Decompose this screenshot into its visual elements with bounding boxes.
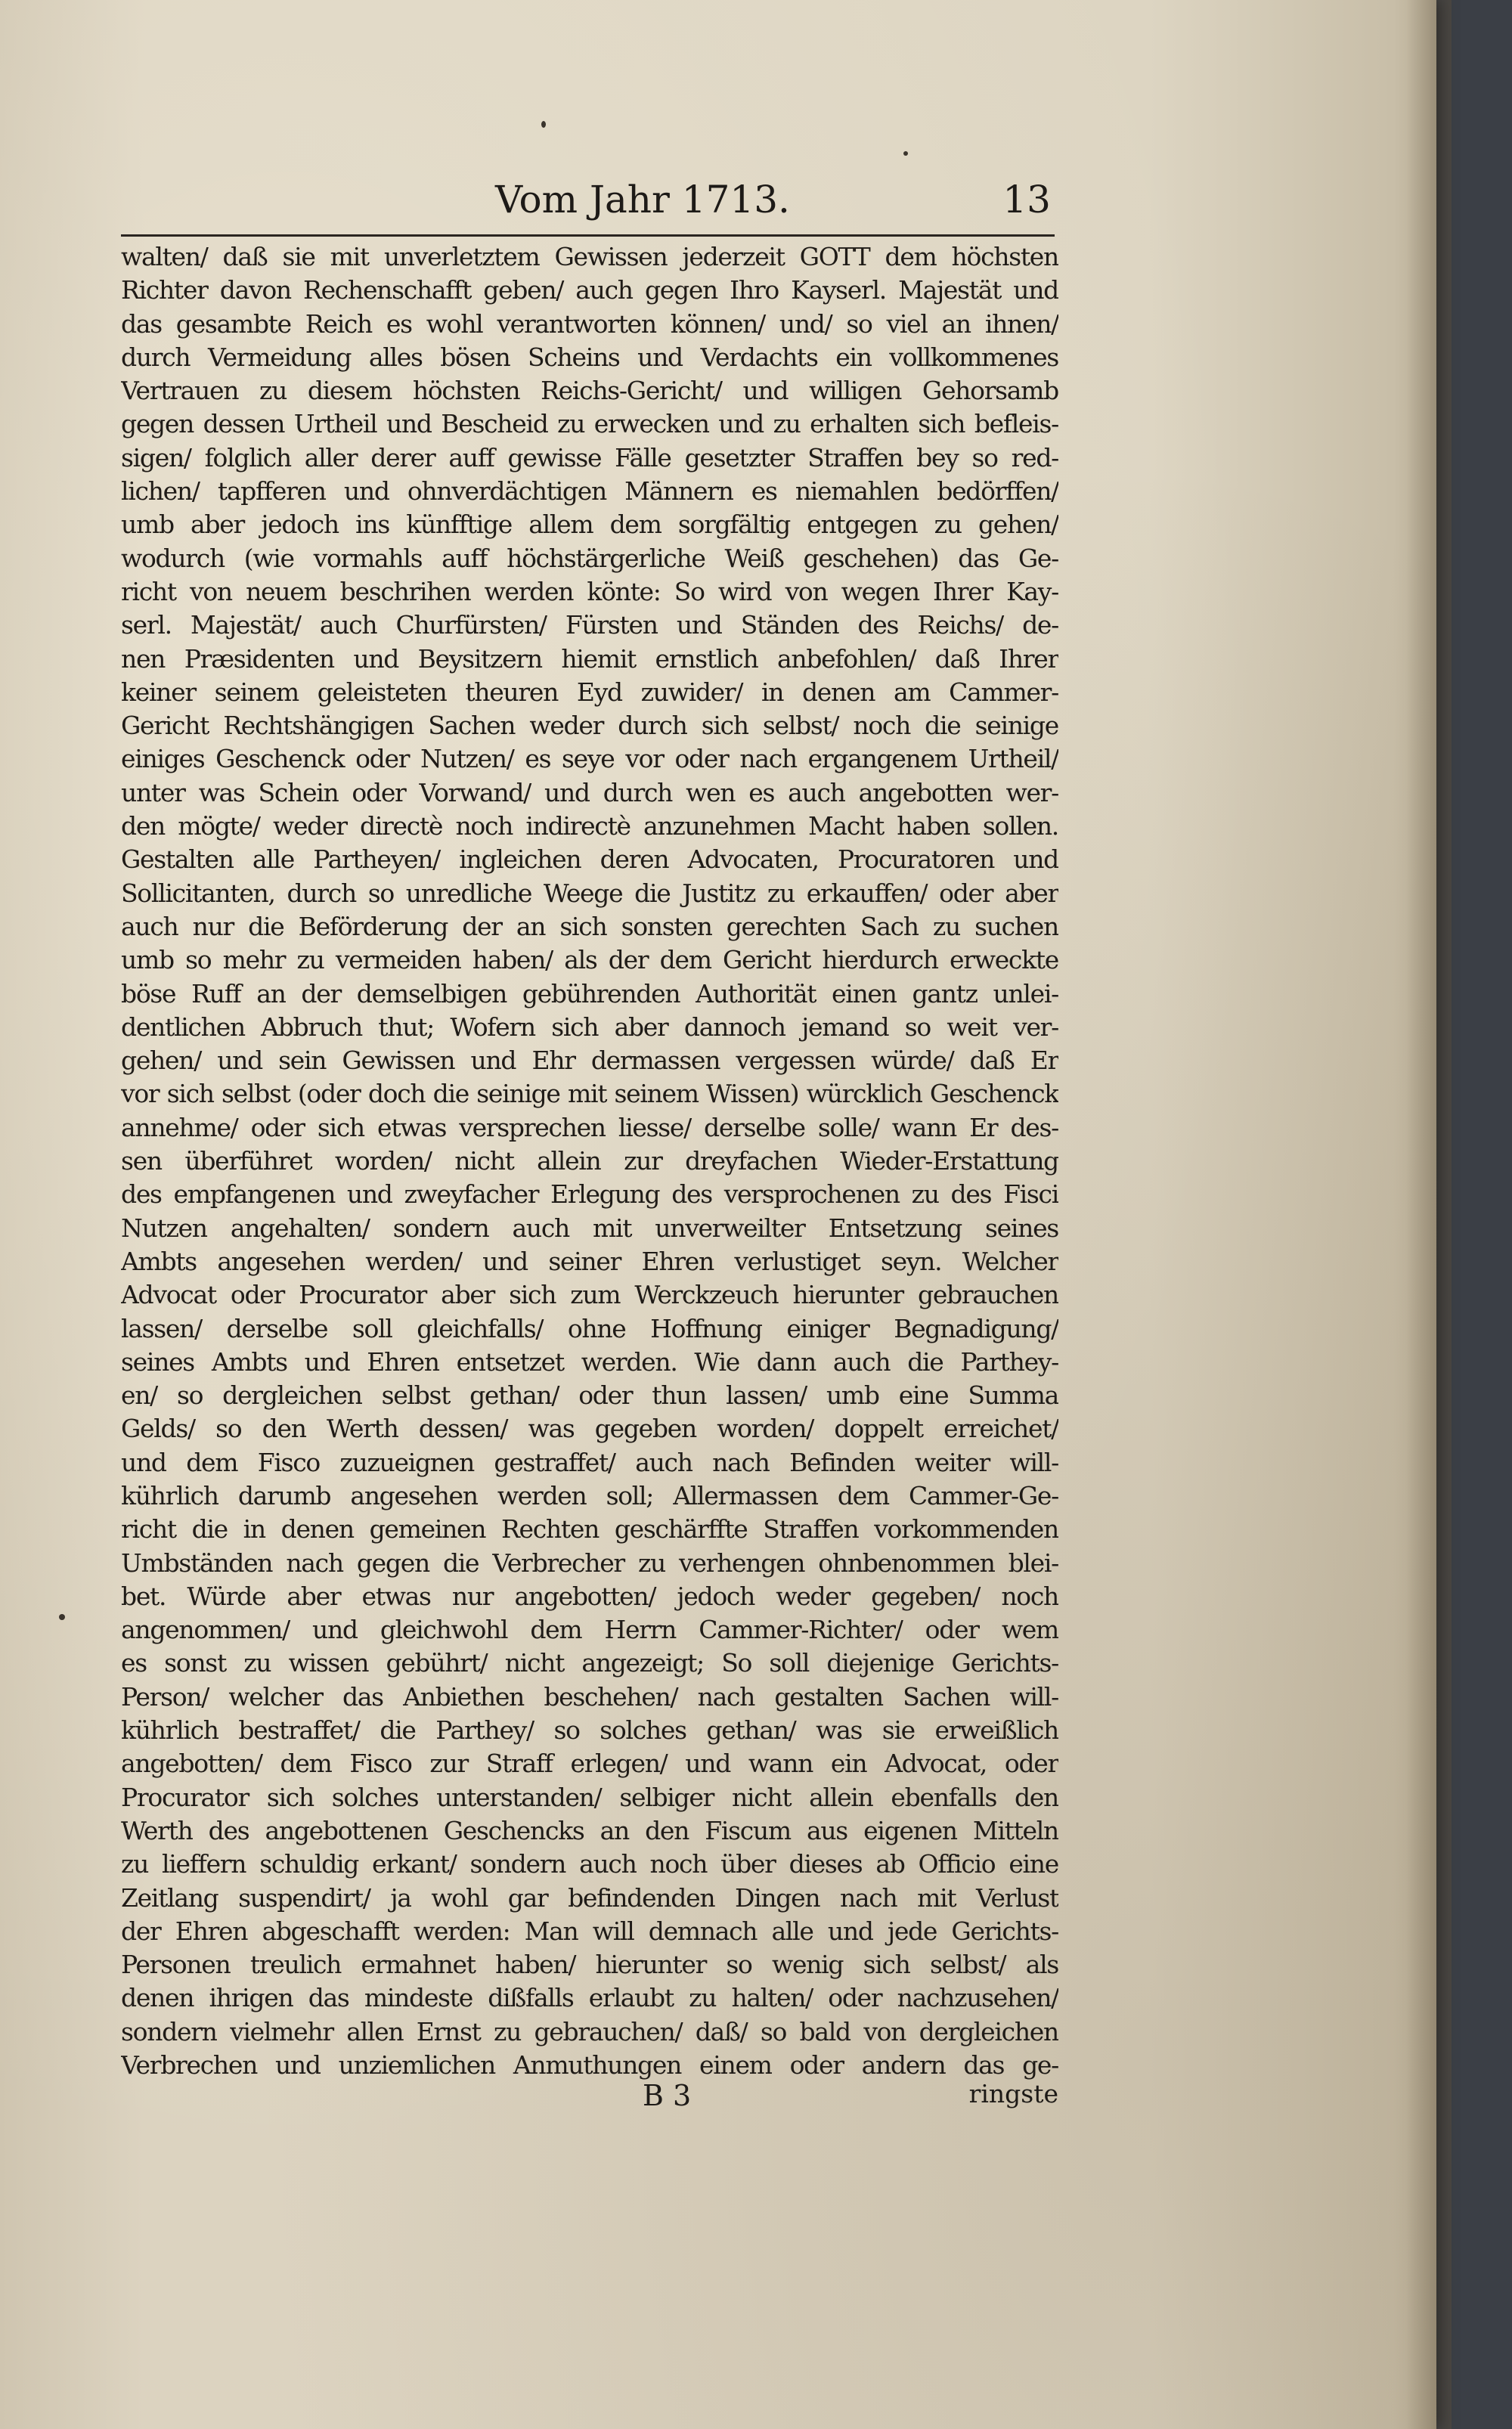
text-line: Umbständen nach gegen die Verbrecher zu verhengen ohnbenommen blei- (121, 1548, 1058, 1578)
text-line: wodurch (wie vormahls auff höchstärgerliche Weiß geschehen) das Ge- (121, 543, 1058, 573)
text-line: unter was Schein oder Vorwand/ und durch wen es auch angebotten wer- (121, 777, 1058, 807)
text-line: en/ so dergleichen selbst gethan/ oder thun lassen/ umb eine Summa (121, 1380, 1058, 1411)
text-line: umb aber jedoch ins künfftige allem dem sorgfältig entgegen zu gehen/ (121, 510, 1058, 540)
text-line: nen Præsidenten und Beysitzern hiemit ernstlich anbefohlen/ daß Ihrer (121, 643, 1058, 674)
text-line: Nutzen angehalten/ sondern auch mit unverweilter Entsetzung seines (121, 1213, 1058, 1243)
signature-mark: B 3 (643, 2079, 692, 2112)
text-line: richt die in denen gemeinen Rechten geschärffte Straffen vorkommenden (121, 1514, 1058, 1544)
text-line: angenommen/ und gleichwohl dem Herrn Cammer-Richter/ oder wem (121, 1615, 1058, 1645)
text-line: walten/ daß sie mit unverletztem Gewissen jederzeit GOTT dem höchsten (121, 242, 1058, 271)
ink-speck (541, 121, 546, 128)
text-line: Advocat oder Procurator aber sich zum Werckzeuch hierunter gebrauchen (121, 1280, 1058, 1310)
catchword: ringste (968, 2079, 1058, 2108)
text-line: Zeitlang suspendirt/ ja wohl gar befindenden Dingen nach mit Verlust (121, 1882, 1058, 1913)
text-line: sigen/ folglich aller derer auff gewisse Fälle gesetzter Straffen bey so red- (121, 442, 1058, 472)
text-line: angebotten/ dem Fisco zur Straff erlegen/ und wann ein Advocat, oder (121, 1749, 1058, 1779)
text-line: den mögte/ weder directè noch indirectè anzunehmen Macht haben sollen. (121, 811, 1058, 841)
header-rule (121, 234, 1055, 237)
body-text (121, 240, 1058, 2082)
text-line: böse Ruff an der demselbigen gebührenden Authorität einen gantz unlei- (121, 978, 1058, 1008)
text-line: gegen dessen Urtheil und Bescheid zu erwecken und zu erhalten sich befleis- (121, 409, 1058, 439)
text-line: Procurator sich solches unterstanden/ selbiger nicht allein ebenfalls den (121, 1782, 1058, 1812)
text-line: umb so mehr zu vermeiden haben/ als der dem Gericht hierdurch erweckte (121, 945, 1058, 975)
text-line: der Ehren abgeschafft werden: Man will demnach alle und jede Gerichts- (121, 1916, 1058, 1946)
text-line: Werth des angebottenen Geschencks an den Fiscum aus eigenen Mitteln (121, 1815, 1058, 1845)
text-line: serl. Majestät/ auch Churfürsten/ Fürsten und Ständen des Reichs/ de- (121, 610, 1058, 640)
text-line: und dem Fisco zuzueignen gestraffet/ auch nach Befinden weiter will- (121, 1447, 1058, 1477)
text-line: Gelds/ so den Werth dessen/ was gegeben worden/ doppelt erreichet/ (121, 1414, 1058, 1444)
text-line: Ambts angesehen werden/ und seiner Ehren verlustiget seyn. Welcher (121, 1246, 1058, 1276)
text-line: richt von neuem beschrihen werden könte: So wird von wegen Ihrer Kay- (121, 576, 1058, 606)
ink-speck (903, 151, 908, 156)
page-edge-shadow (1406, 0, 1452, 2429)
text-line: einiges Geschenck oder Nutzen/ es seye vor oder nach ergangenem Urtheil/ (121, 744, 1058, 774)
text-line: annehme/ oder sich etwas versprechen liesse/ derselbe solle/ wann Er des- (121, 1112, 1058, 1142)
text-line: Gestalten alle Partheyen/ ingleichen deren Advocaten, Procuratoren und (121, 844, 1058, 875)
running-title: Vom Jahr 1713. (495, 178, 790, 222)
text-line: es sonst zu wissen gebührt/ nicht angezeigt; So soll diejenige Gerichts- (121, 1648, 1058, 1678)
text-line: kührlich bestraffet/ die Parthey/ so solches gethan/ was sie erweißlich (121, 1715, 1058, 1746)
text-line: das gesambte Reich es wohl verantworten können/ und/ so viel an ihnen/ (121, 308, 1058, 339)
page-footer (121, 2079, 1058, 2117)
page-number: 13 (1002, 178, 1051, 222)
text-line: keiner seinem geleisteten theuren Eyd zuwider/ in denen am Cammer- (121, 677, 1058, 707)
text-line: Vertrauen zu diesem höchsten Reichs-Gericht/ und willigen Gehorsamb (121, 376, 1058, 406)
text-line: des empfangenen und zweyfacher Erlegung des versprochenen zu des Fisci (121, 1179, 1058, 1210)
text-line: sen überführet worden/ nicht allein zur dreyfachen Wieder-Erstattung (121, 1146, 1058, 1176)
text-line: sondern vielmehr allen Ernst zu gebrauchen/ daß/ so bald von dergleichen (121, 2016, 1058, 2046)
text-line: auch nur die Beförderung der an sich sonsten gerechten Sach zu suchen (121, 911, 1058, 941)
text-line: zu lieffern schuldig erkant/ sondern auch noch über dieses ab Officio eine (121, 1849, 1058, 1879)
text-line: Verbrechen und unziemlichen Anmuthungen einem oder andern das ge- (121, 2050, 1058, 2080)
text-line: lichen/ tapfferen und ohnverdächtigen Männern es niemahlen bedörffen/ (121, 476, 1058, 507)
text-line: Person/ welcher das Anbiethen beschehen/ nach gestalten Sachen will- (121, 1681, 1058, 1712)
text-line: bet. Würde aber etwas nur angebotten/ jedoch weder gegeben/ noch (121, 1581, 1058, 1611)
text-line: seines Ambts und Ehren entsetzet werden. Wie dann auch die Parthey- (121, 1346, 1058, 1377)
text-line: gehen/ und sein Gewissen und Ehr dermassen vergessen würde/ daß Er (121, 1046, 1058, 1076)
text-line: Richter davon Rechenschafft geben/ auch gegen Ihro Kayserl. Majestät und (121, 275, 1058, 305)
text-line: durch Vermeidung alles bösen Scheins und Verdachts ein vollkommenes (121, 342, 1058, 372)
text-line: kührlich darumb angesehen werden soll; Allermassen dem Cammer-Ge- (121, 1480, 1058, 1510)
text-line: vor sich selbst (oder doch die seinige mit seinem Wissen) würcklich Geschenck (121, 1079, 1058, 1109)
text-line: denen ihrigen das mindeste dißfalls erlaubt zu halten/ oder nachzusehen/ (121, 1983, 1058, 2013)
text-line: Gericht Rechtshängigen Sachen weder durch sich selbst/ noch die seinige (121, 711, 1058, 741)
page-header (113, 178, 1066, 231)
text-line: lassen/ derselbe soll gleichfalls/ ohne Hoffnung einiger Begnadigung/ (121, 1313, 1058, 1343)
text-line: Sollicitanten, durch so unredliche Weege die Justitz zu erkauffen/ oder aber (121, 878, 1058, 908)
text-line: dentlichen Abbruch thut; Wofern sich aber dannoch jemand so weit ver- (121, 1012, 1058, 1042)
ink-speck (59, 1614, 65, 1620)
text-line: Personen treulich ermahnet haben/ hierunter so wenig sich selbst/ als (121, 1950, 1058, 1980)
